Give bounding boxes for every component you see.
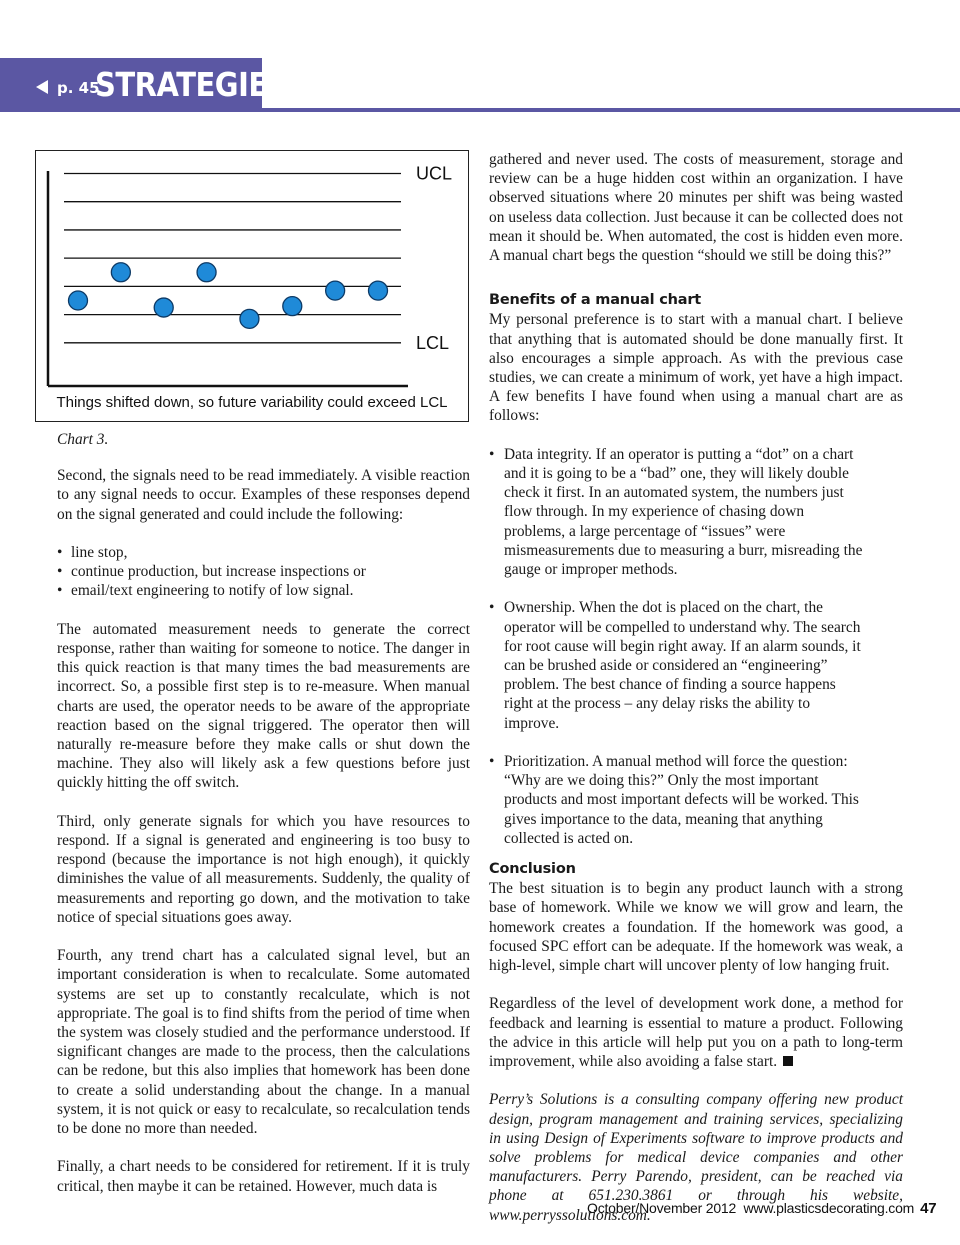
section-heading: Conclusion (489, 861, 576, 878)
ucl-label: UCL (416, 163, 453, 184)
paragraph: Second, the signals need to be read immediately. A visible reaction to any signal needs to occur. Examples of these responses depend on the signal generated and could include the following: (57, 467, 470, 523)
list-item: • continue production, but increase inspections or (57, 562, 470, 581)
chart-inner-caption: Things shifted down, so future variability could exceed LCL (56, 394, 448, 411)
section-heading: Benefits of a manual chart (489, 292, 702, 309)
list-item: • Data integrity. If an operator is putting a “dot” on a chart and it is going to be a “bad” one, they will likely double check it first. In an automated system, the numbers just flow through. In my experience of chasing down problems, a large percentage of “issues” were mismeasurements due to measuring a burr, misreading the gauge or improper methods. (489, 445, 903, 579)
paragraph (489, 994, 903, 1071)
previous-page-link[interactable]: p. 45 (57, 79, 100, 97)
paragraph: The best situation is to begin any product launch with a strong base of homework. While we know we will grow and learn, the homework creates a foundation. If the homework was good, a focused SPC effort can be adequate. If the homework was weak, a high-level, simple chart will uncover plenty of low hanging fruit. (489, 880, 903, 975)
lcl-label: LCL (416, 332, 450, 353)
website-link[interactable]: www.plasticsdecorating.com (743, 1200, 915, 1216)
paragraph: Fourth, any trend chart has a calculated signal level, but an important consideration is when to recalculate. Some automated systems are set up to constantly recalculate, which is not appropriate. The goal is to find shifts from the period of time when the system was closely studied and the performance understood. If significant changes are made to the process, then the calculations can be redone, but this also implies that homework has been done to create a solid understanding about the change. In a manual system, it is not quick or easy to recalculate, so recalculation tends to be done no more than needed. (57, 947, 470, 1138)
data-point (369, 281, 388, 300)
list-item: • line stop, (57, 543, 470, 562)
author-bio: Perry’s Solutions is a consulting company offering new product design, program management and training services, specializing in using Design of Experiments software to improve products and solve problems for medical device companies and other manufacturers. Perry Parendo, president, can be reached via phone at 651.230.3861 or through his website, www.perryssolutions.com. (489, 1091, 903, 1224)
page-number: 47 (920, 1200, 937, 1217)
data-point (111, 263, 130, 282)
left-column (57, 430, 470, 1215)
data-point (240, 309, 259, 328)
data-point (326, 281, 345, 300)
right-column (489, 150, 903, 1244)
back-arrow-icon[interactable] (36, 80, 48, 94)
paragraph: Finally, a chart needs to be considered for retirement. If it is truly critical, then maybe it can be retained. However, much data is (57, 1158, 470, 1195)
section-title: STRATEGIES (95, 66, 289, 105)
control-chart (35, 150, 469, 422)
paragraph: gathered and never used. The costs of measurement, storage and review can be a huge hidden cost within an organization. I have observed situations where 20 minutes per shift was being wasted on useless data collection. Just because it can be collected does not mean it should be. When automated, the cost is hidden even more. A manual chart begs the question “should we still be doing this?” (489, 151, 903, 265)
end-mark-icon (783, 1056, 793, 1066)
chart-caption: Chart 3. (57, 431, 109, 448)
list-item: • Ownership. When the dot is placed on the chart, the operator will be compelled to understand why. The search for root cause will begin right away. If an alarm sounds, it can be brushed aside or considered an “engineering” problem. The best chance of finding a source happens right at the process – any delay risks the ability to improve. (489, 598, 903, 732)
data-point (197, 263, 216, 282)
list-item: • email/text engineering to notify of low signal. (57, 581, 470, 600)
data-point (154, 298, 173, 317)
benefits-list (489, 445, 903, 848)
page-footer (587, 1200, 936, 1217)
closing-text: Regardless of the level of development work done, a method for feedback and learning is essential to mature a product. Following the advice in this article will help put you on a path to long-term improvement, while also avoiding a false start. (489, 995, 903, 1071)
data-point (69, 291, 88, 310)
paragraph: Third, only generate signals for which you have resources to respond. If a signal is generated and engineering is too busy to respond (because the importance is not high enough), it quickly diminishes the value of all measurements. Suddenly, the quality of measurements and reporting go down, and the motivation to take notice of special situations goes away. (57, 812, 470, 926)
response-list (57, 543, 470, 601)
paragraph: The automated measurement needs to generate the correct response, rather than waiting for someone to notice. The danger in this quick reaction is that many times the bad measurements are incorrect. So, a possible first step is to re-measure. When manual charts are used, the operator needs to be aware of the appropriate reaction based on the signal triggered. The operator then will naturally re-measure before they make calls or shut down the machine. They also will likely ask a few questions before just quickly hitting the off switch. (57, 620, 470, 792)
list-item: • Prioritization. A manual method will force the question: “Why are we doing this?” Only the most important products and most important defects will be worked. This gives importance to the data, meaning that anything collected is acted on. (489, 752, 903, 848)
paragraph: My personal preference is to start with a manual chart. I believe that anything that is automated should be done manually first. It also encourages a simple approach. As with the previous case studies, we can create a minimum of work, yet have a high impact. A few benefits I have found when using a manual chart are as follows: (489, 311, 903, 425)
control-chart-plot (36, 151, 470, 423)
issue-date: October/November 2012 (587, 1200, 737, 1216)
data-point (283, 297, 302, 316)
header-rule (262, 108, 960, 112)
